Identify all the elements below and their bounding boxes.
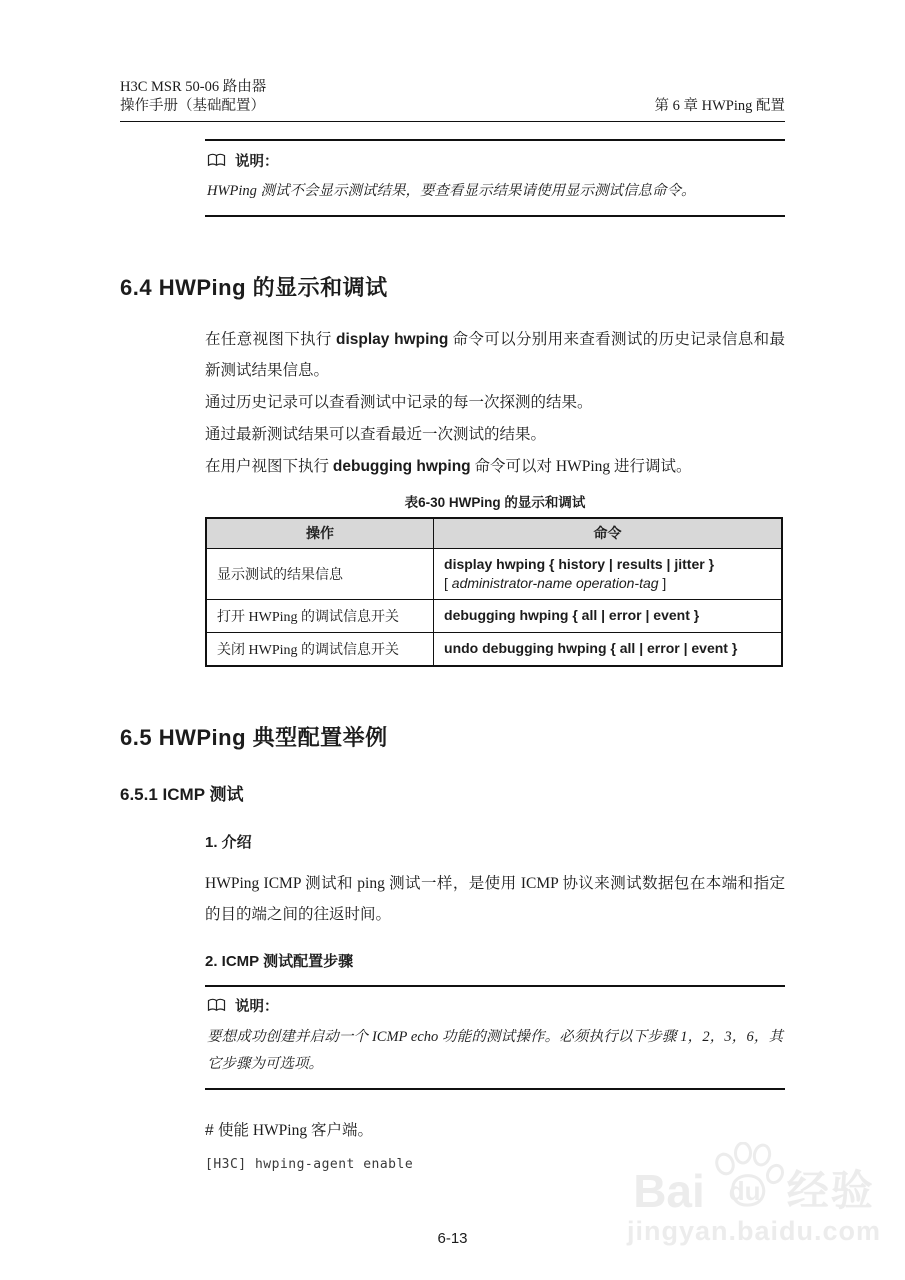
command-table [205, 517, 783, 667]
table-caption: 表6-30 HWPing 的显示和调试 [404, 495, 586, 510]
table-header-command: 命令 [434, 518, 782, 548]
paragraph: 通过历史记录可以查看测试中记录的每一次探测的结果。 [205, 394, 593, 411]
baidu-paw-icon [707, 1142, 785, 1214]
note-box [205, 985, 785, 1090]
note-box [205, 139, 785, 217]
table-header-row [206, 518, 782, 548]
table-row [206, 548, 782, 599]
watermark-url: jingyan.baidu.com [626, 1216, 882, 1246]
open-book-icon [207, 998, 226, 1013]
header-product-title: H3C MSR 50-06 路由器 [120, 79, 267, 95]
step-heading-intro: 1. 介绍 [205, 833, 252, 851]
paragraph: 在用户视图下执行 debugging hwping 命令可以对 HWPing 进行调试。 [205, 458, 692, 475]
header-chapter-title: 第 6 章 HWPing 配置 [654, 98, 785, 114]
command-comment [205, 1118, 785, 1140]
section-heading-6-5: 6.5 HWPing 典型配置举例 [120, 724, 388, 750]
cli-code-line: [H3C] hwping-agent enable [205, 1156, 414, 1172]
open-book-icon [207, 153, 226, 168]
paragraph: 在任意视图下执行 display hwping 命令可以分别用来查看测试的历史记录信息和最新测试结果信息。 [205, 331, 785, 379]
watermark-bai-text: Bai [633, 1165, 705, 1217]
paragraph: HWPing ICMP 测试和 ping 测试一样，是使用 ICMP 协议来测试数据包在本端和指定的目的端之间的往返时间。 [205, 874, 785, 923]
header-rule [120, 121, 785, 122]
table-header-operation: 操作 [206, 518, 434, 548]
operation-cell: 打开 HWPing 的调试信息开关 [206, 599, 434, 632]
baidu-jingyan-watermark [609, 1142, 899, 1247]
header-manual-title: 操作手册（基础配置） [120, 98, 265, 114]
watermark-jingyan-text: 经验 [786, 1167, 875, 1214]
paragraph: 通过最新测试结果可以查看最近一次测试的结果。 [205, 426, 547, 443]
note-body-text: 要想成功创建并启动一个 ICMP echo 功能的测试操作。必须执行以下步骤 1，2，3，6，其它步骤为可选项。 [207, 1028, 783, 1072]
subsection-heading-6-5-1: 6.5.1 ICMP 测试 [120, 784, 244, 804]
command-cell: debugging hwping { all | error | event } [434, 599, 782, 632]
note-label: 说明： [235, 153, 279, 170]
hash-prefix: # [205, 1121, 218, 1139]
operation-cell: 显示测试的结果信息 [206, 548, 434, 599]
operation-cell: 关闭 HWPing 的调试信息开关 [206, 632, 434, 666]
table-row [206, 599, 782, 632]
step-heading-config: 2. ICMP 测试配置步骤 [205, 952, 354, 970]
page-number: 6-13 [437, 1229, 468, 1247]
command-cell: display hwping { history | results | jitter } [ administrator-name operation-tag ] [434, 548, 782, 599]
command-comment-text: 使能 HWPing 客户端。 [217, 1121, 373, 1139]
note-body-text: HWPing 测试不会显示测试结果，要查看显示结果请使用显示测试信息命令。 [207, 183, 696, 199]
command-cell: undo debugging hwping { all | error | event } [434, 632, 782, 666]
table-row [206, 632, 782, 666]
section-heading-6-4: 6.4 HWPing 的显示和调试 [120, 275, 388, 300]
note-label: 说明： [235, 999, 279, 1015]
watermark-du-text: du [728, 1176, 761, 1206]
page-header [120, 0, 785, 122]
